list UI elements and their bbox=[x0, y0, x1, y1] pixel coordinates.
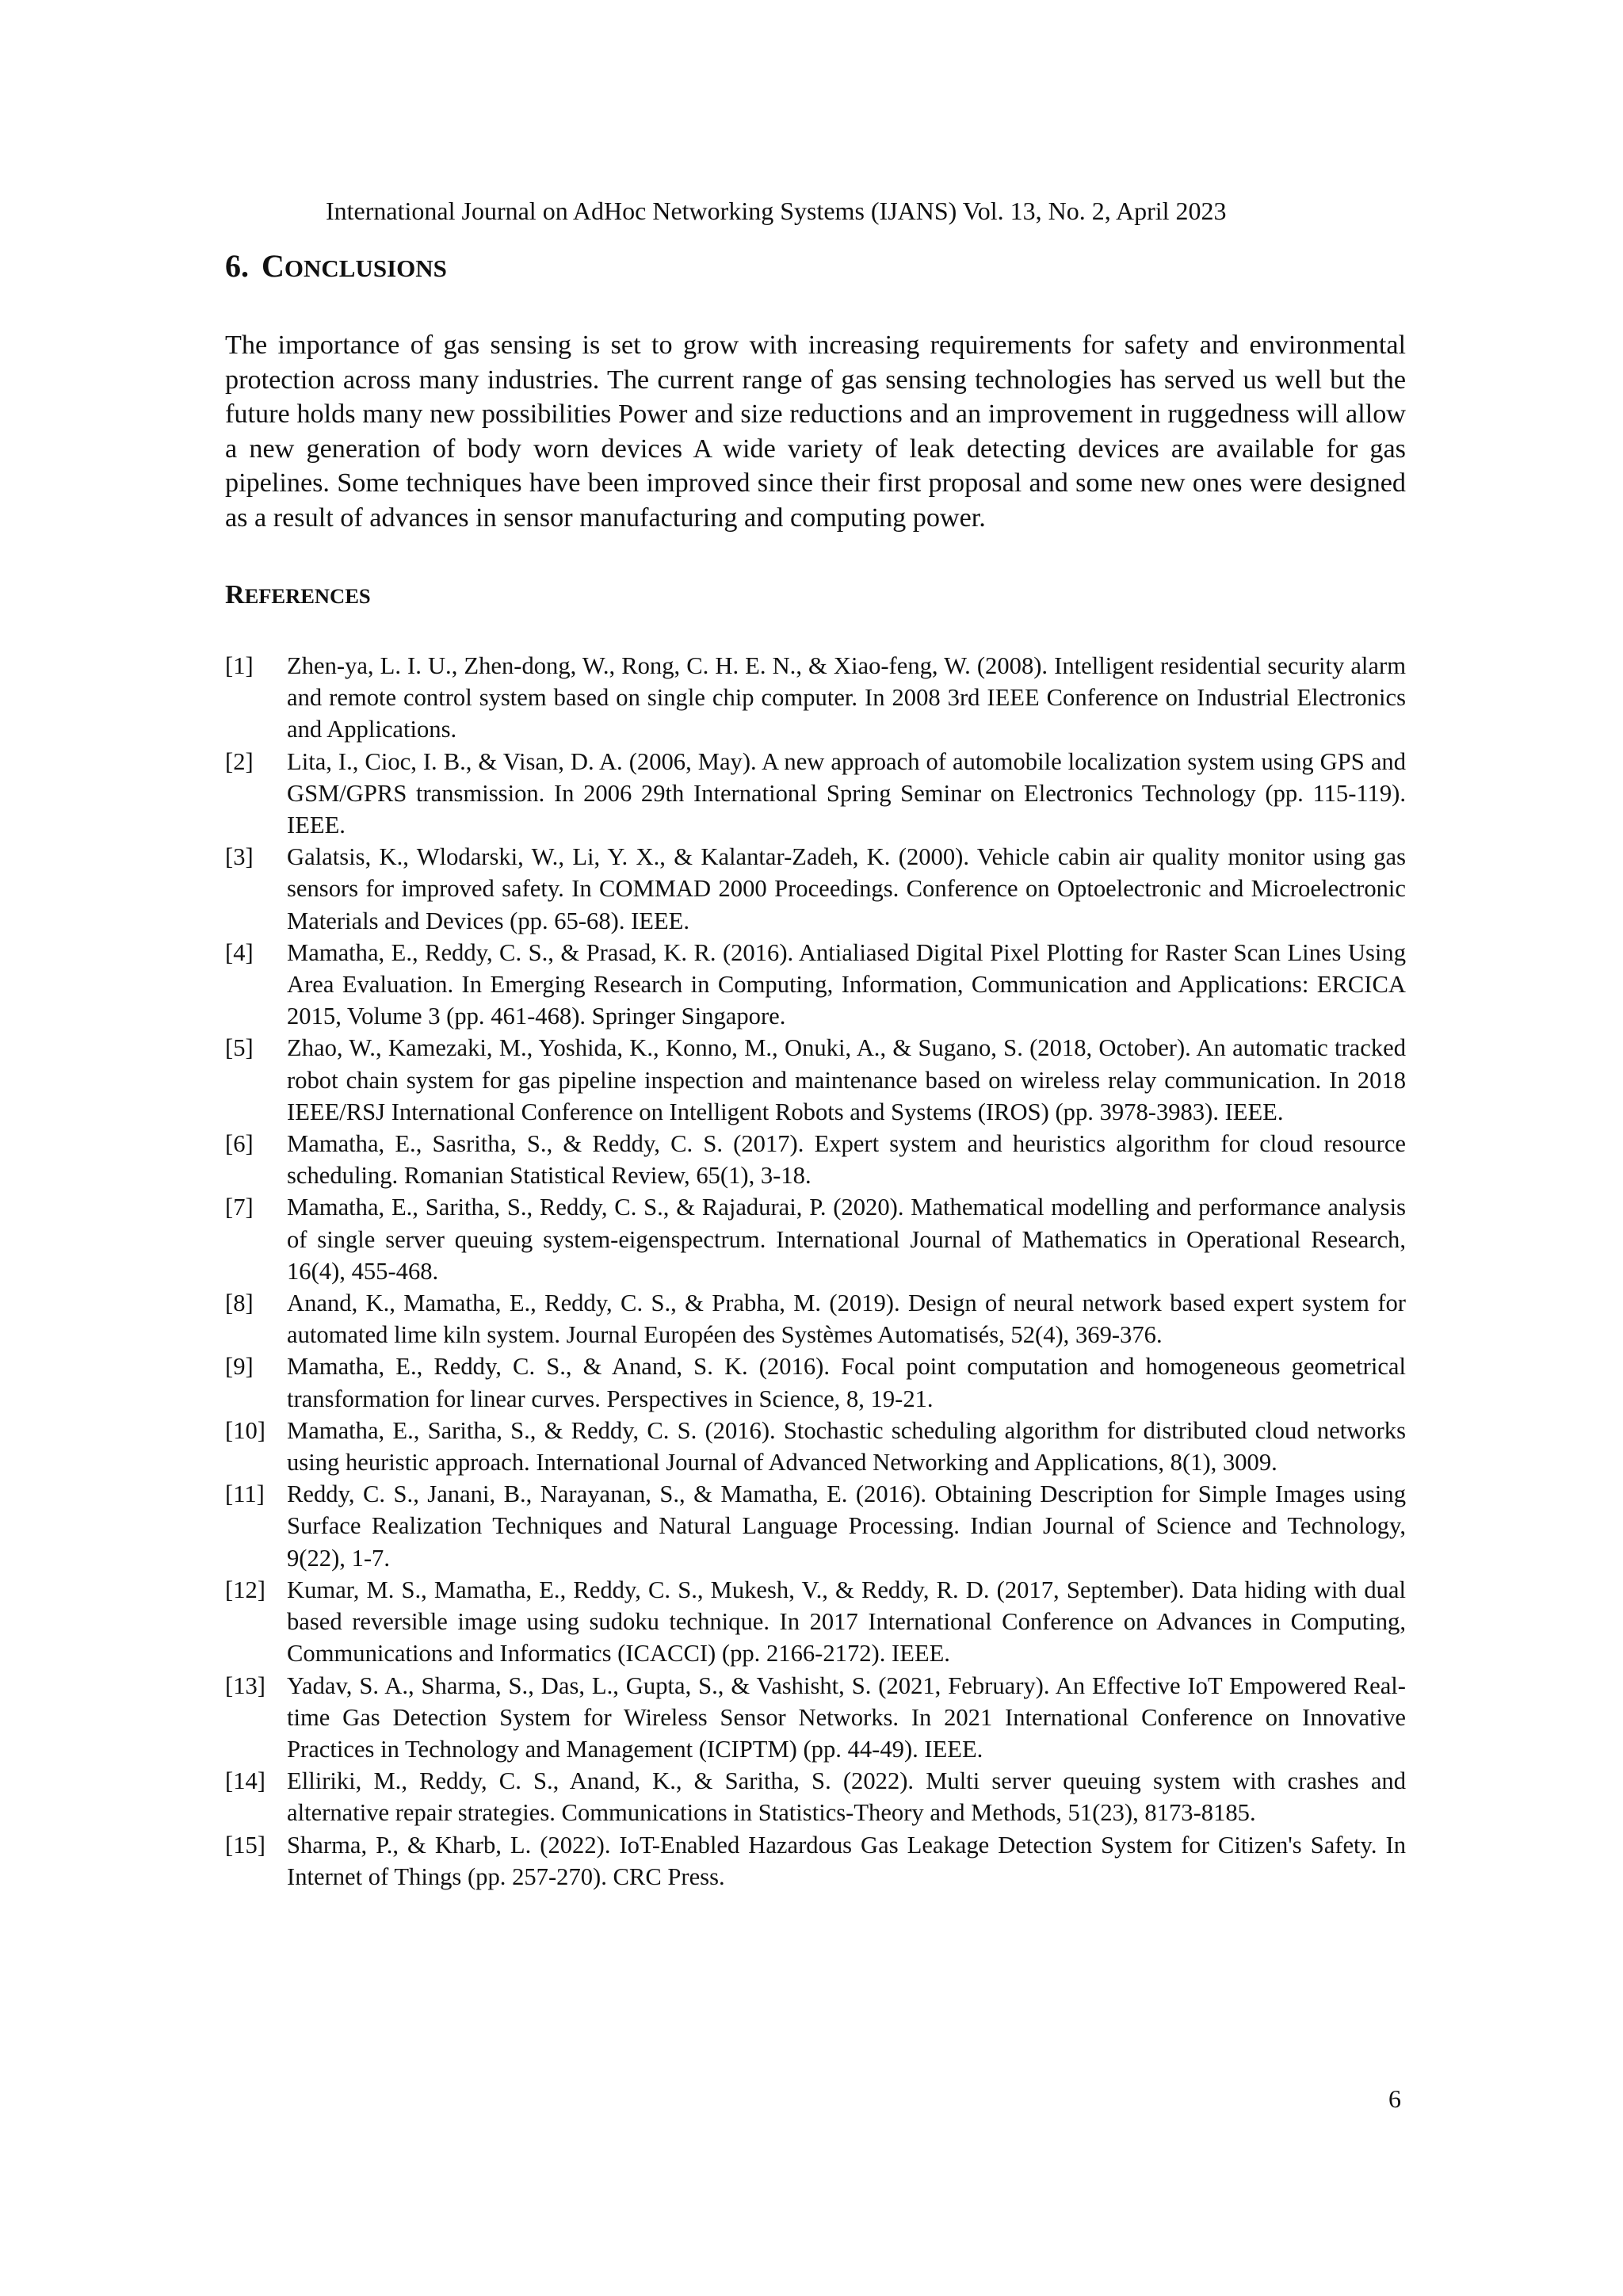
reference-item bbox=[225, 937, 1406, 1033]
reference-text: Mamatha, E., Saritha, S., Reddy, C. S., & Rajadurai, P. (2020). Mathematical modelling and performance analysis of single server queuing system-eigenspectrum. International Journal of Mathematics in Operational Research, 16(4), 455-468. bbox=[287, 1194, 1406, 1285]
reference-item bbox=[225, 1032, 1406, 1128]
reference-text: Zhen-ya, L. I. U., Zhen-dong, W., Rong, C. H. E. N., & Xiao-feng, W. (2008). Intelligent residential security alarm and remote control system based on single chip computer. In 2008 3rd IEEE Conference on Industrial Electronics and Applications. bbox=[287, 652, 1406, 743]
reference-number: [15] bbox=[225, 1831, 265, 1859]
reference-number: [6] bbox=[225, 1130, 254, 1158]
reference-number: [3] bbox=[225, 843, 254, 871]
reference-text: Anand, K., Mamatha, E., Reddy, C. S., & Prabha, M. (2019). Design of neural network based expert system for automated lime kiln system. Journal Européen des Systèmes Automatisés, 52(4), 369-376. bbox=[287, 1289, 1406, 1349]
reference-item bbox=[225, 1765, 1406, 1828]
page-number: 6 bbox=[1388, 2084, 1401, 2113]
reference-text: Lita, I., Cioc, I. B., & Visan, D. A. (2006, May). A new approach of automobile localization system using GPS and GSM/GPRS transmission. In 2006 29th International Spring Seminar on Electronics Technology (pp. 115-119). IEEE. bbox=[287, 747, 1406, 839]
reference-text: Mamatha, E., Saritha, S., & Reddy, C. S. (2016). Stochastic scheduling algorithm for distributed cloud networks using heuristic approach. International Journal of Advanced Networking and Applications, 8(1), 3009. bbox=[287, 1416, 1406, 1477]
reference-text: Galatsis, K., Wlodarski, W., Li, Y. X., & Kalantar-Zadeh, K. (2000). Vehicle cabin air quality monitor using gas sensors for improved safety. In COMMAD 2000 Proceedings. Conference on Optoelectronic and Microelectronic Materials and Devices (pp. 65-68). IEEE. bbox=[287, 843, 1406, 934]
reference-item bbox=[225, 746, 1406, 842]
reference-item bbox=[225, 650, 1406, 746]
references-title-rest: EFERENCES bbox=[244, 584, 371, 608]
reference-number: [14] bbox=[225, 1767, 265, 1795]
references-heading bbox=[225, 579, 1406, 612]
reference-item bbox=[225, 1128, 1406, 1191]
reference-number: [9] bbox=[225, 1353, 254, 1381]
reference-text: Kumar, M. S., Mamatha, E., Reddy, C. S., Mukesh, V., & Reddy, R. D. (2017, September). Data hiding with dual based reversible image using sudoku technique. In 2017 International Conference on Advances in Computing, Communications and Informatics (ICACCI) (pp. 2166-2172). IEEE. bbox=[287, 1576, 1406, 1668]
reference-item bbox=[225, 1287, 1406, 1350]
reference-number: [7] bbox=[225, 1194, 254, 1221]
reference-number: [11] bbox=[225, 1480, 265, 1508]
reference-text: Elliriki, M., Reddy, C. S., Anand, K., & Saritha, S. (2022). Multi server queuing system with crashes and alternative repair strategies. Communications in Statistics-Theory and Methods, 51(23), 8173-8185. bbox=[287, 1767, 1406, 1827]
reference-number: [2] bbox=[225, 747, 254, 775]
reference-number: [13] bbox=[225, 1671, 265, 1699]
reference-text: Mamatha, E., Sasritha, S., & Reddy, C. S. (2017). Expert system and heuristics algorithm for cloud resource scheduling. Romanian Statistical Review, 65(1), 3-18. bbox=[287, 1130, 1406, 1190]
reference-number: [8] bbox=[225, 1289, 254, 1317]
section-number: 6. bbox=[225, 248, 249, 284]
section-title-rest: ONCLUSIONS bbox=[284, 254, 447, 282]
reference-list bbox=[225, 650, 1406, 1893]
section-title-initial: C bbox=[262, 248, 285, 284]
reference-item bbox=[225, 1191, 1406, 1287]
reference-item bbox=[225, 841, 1406, 937]
reference-item bbox=[225, 1829, 1406, 1893]
reference-number: [10] bbox=[225, 1416, 265, 1444]
reference-text: Mamatha, E., Reddy, C. S., & Prasad, K. R. (2016). Antialiased Digital Pixel Plotting for Raster Scan Lines Using Area Evaluation. In Emerging Research in Computing, Information, Communication and Applications: ERCICA 2015, Volume 3 (pp. 461-468). Springer Singapore. bbox=[287, 938, 1406, 1030]
reference-item bbox=[225, 1574, 1406, 1670]
reference-text: Mamatha, E., Reddy, C. S., & Anand, S. K. (2016). Focal point computation and homogeneous geometrical transformation for linear curves. Perspectives in Science, 8, 19-21. bbox=[287, 1353, 1406, 1412]
reference-item bbox=[225, 1670, 1406, 1766]
reference-item bbox=[225, 1350, 1406, 1414]
reference-number: [12] bbox=[225, 1576, 265, 1603]
conclusions-paragraph: The importance of gas sensing is set to grow with increasing requirements for safety and environmental protection across many industries. The current range of gas sensing technologies has served us well but the future holds many new possibilities Power and size reductions and an improvement in ruggedness will allow a new generation of body worn devices A wide variety of leak detecting devices are available for gas pipelines. Some techniques have been improved since their first proposal and some new ones were designed as a result of advances in sensor manufacturing and computing power. bbox=[225, 330, 1406, 533]
page-content bbox=[225, 247, 1406, 1893]
conclusions-heading bbox=[225, 247, 1406, 295]
running-head: International Journal on AdHoc Networking Systems (IJANS) Vol. 13, No. 2, April 2023 bbox=[326, 197, 1227, 225]
reference-text: Sharma, P., & Kharb, L. (2022). IoT-Enabled Hazardous Gas Leakage Detection System for Citizen's Safety. In Internet of Things (pp. 257-270). CRC Press. bbox=[287, 1831, 1406, 1890]
reference-text: Zhao, W., Kamezaki, M., Yoshida, K., Konno, M., Onuki, A., & Sugano, S. (2018, October). An automatic tracked robot chain system for gas pipeline inspection and maintenance based on wireless relay communication. In 2018 IEEE/RSJ International Conference on Intelligent Robots and Systems (IROS) (pp. 3978-3983). IEEE. bbox=[287, 1034, 1406, 1125]
reference-number: [1] bbox=[225, 652, 254, 679]
references-title-initial: R bbox=[225, 580, 245, 609]
reference-text: Yadav, S. A., Sharma, S., Das, L., Gupta, S., & Vashisht, S. (2021, February). An Effective IoT Empowered Real-time Gas Detection System for Wireless Sensor Networks. In 2021 International Conference on Innovative Practices in Technology and Management (ICIPTM) (pp. 44-49). IEEE. bbox=[287, 1671, 1406, 1763]
reference-number: [4] bbox=[225, 938, 254, 966]
reference-text: Reddy, C. S., Janani, B., Narayanan, S., & Mamatha, E. (2016). Obtaining Description for Simple Images using Surface Realization Techniques and Natural Language Processing. Indian Journal of Science and Technology, 9(22), 1-7. bbox=[287, 1480, 1406, 1572]
reference-number: [5] bbox=[225, 1034, 254, 1062]
reference-item bbox=[225, 1478, 1406, 1574]
reference-item bbox=[225, 1415, 1406, 1478]
